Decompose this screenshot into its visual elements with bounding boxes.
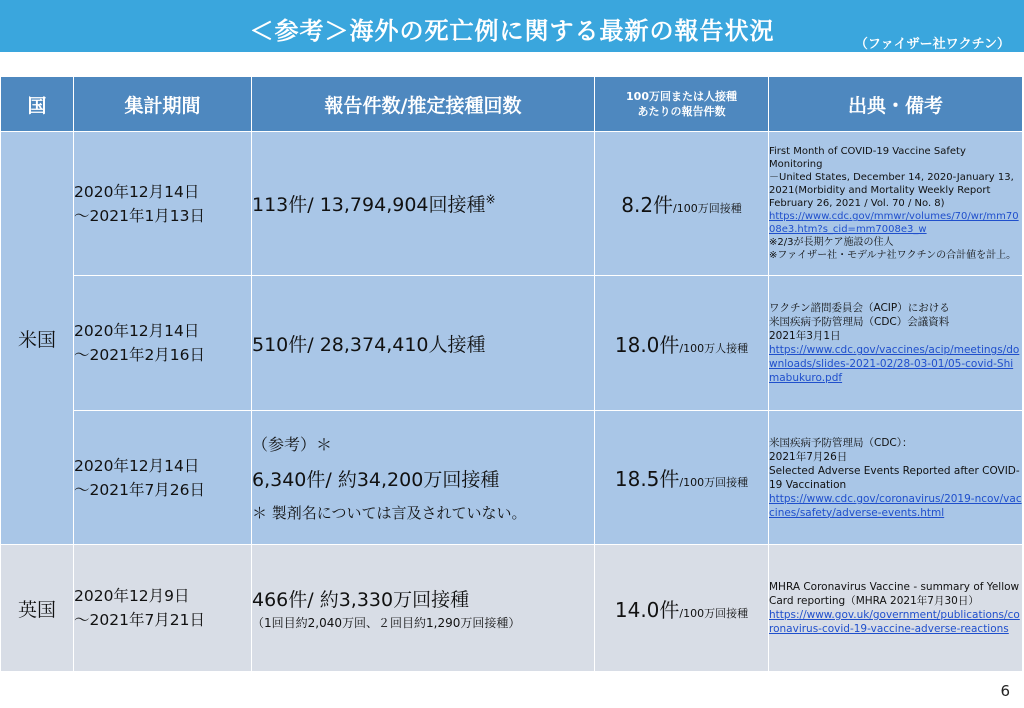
period-start: 2020年12月14日 [74, 456, 200, 475]
count-cell [252, 276, 595, 411]
rate-unit: /100万回接種 [679, 606, 749, 620]
header-rate-line1: 100万回または人接種 [626, 90, 737, 104]
rate-unit: /100万人接種 [679, 341, 749, 355]
count-cell [252, 132, 595, 276]
page-title: ＜参考＞海外の死亡例に関する最新の報告状況 [249, 17, 775, 45]
source-cell [769, 132, 1023, 276]
header-period: 集計期間 [74, 77, 252, 132]
rate-unit: /100万回接種 [679, 476, 749, 490]
table-row [1, 545, 1023, 672]
period-start: 2020年12月9日 [74, 587, 190, 606]
count-value: 510件/ 28,374,410人接種 [252, 333, 486, 356]
death-report-table [0, 76, 1023, 672]
period-cell [74, 411, 252, 545]
rate-value: 8.2件 [621, 193, 674, 218]
source-text: 2021年7月26日 [769, 450, 848, 463]
period-cell [74, 132, 252, 276]
header-country: 国 [1, 77, 74, 132]
page-subtitle: （ファイザー社ワクチン） [854, 37, 1010, 52]
rate-value: 14.0件 [614, 597, 680, 622]
table-row [1, 276, 1023, 411]
period-end: ～2021年1月13日 [74, 206, 206, 225]
period-start: 2020年12月14日 [74, 322, 200, 341]
header-rate-line2: あたりの報告件数 [637, 105, 726, 119]
rate-cell [595, 545, 769, 672]
header-count: 報告件数/推定接種回数 [252, 77, 595, 132]
count-mark: ※ [485, 193, 496, 207]
source-remark: ※2/3が長期ケア施設の住人 [769, 237, 894, 249]
rate-value: 18.0件 [614, 332, 680, 357]
source-cell [769, 411, 1023, 545]
period-cell [74, 276, 252, 411]
source-link[interactable]: https://www.cdc.gov/coronavirus/2019-ncov/vaccines/safety/adverse-events.html [769, 492, 1022, 519]
count-value: 6,340件/ 約34,200万回接種 [252, 469, 500, 492]
count-reference: （参考）＊ [252, 435, 333, 455]
header-rate [595, 77, 769, 132]
source-text: First Month of COVID-19 Vaccine Safety Monitoring [769, 146, 966, 171]
count-detail: （1回目約2,040万回、２回目約1,290万回接種） [252, 616, 521, 631]
source-text: 米国疾病予防管理局（CDC）： [769, 436, 913, 449]
period-end: ～2021年7月21日 [74, 611, 206, 630]
title-bar [0, 0, 1024, 52]
period-end: ～2021年2月16日 [74, 346, 206, 365]
count-value: 113件/ 13,794,904回接種 [252, 194, 486, 217]
source-text: Selected Adverse Events Reported after COVID-19 Vaccination [769, 464, 1020, 491]
source-remark: ※ファイザー社・モデルナ社ワクチンの合計値を計上。 [769, 250, 1017, 262]
source-link[interactable]: https://www.gov.uk/government/publications/coronavirus-covid-19-vaccine-adverse-reactions [769, 609, 1020, 636]
period-start: 2020年12月14日 [74, 182, 200, 201]
table-header-row [1, 77, 1023, 132]
source-text: MHRA Coronavirus Vaccine - summary of Yellow Card reporting（MHRA 2021年7月30日） [769, 581, 1020, 608]
country-uk: 英国 [1, 545, 74, 672]
count-cell [252, 545, 595, 672]
table-row [1, 132, 1023, 276]
source-link[interactable]: https://www.cdc.gov/vaccines/acip/meetings/downloads/slides-2021-02/28-03-01/05-covid-Shimabukuro.pdf [769, 344, 1020, 385]
page-number: 6 [1000, 682, 1010, 700]
source-cell [769, 276, 1023, 411]
count-value: 466件/ 約3,330万回接種 [252, 589, 470, 612]
source-cell [769, 545, 1023, 672]
rate-cell [595, 411, 769, 545]
source-text: 2021年3月1日 [769, 330, 841, 343]
source-text: ワクチン諮問委員会（ACIP）における [769, 302, 950, 315]
period-cell [74, 545, 252, 672]
rate-unit: /100万回接種 [673, 202, 742, 216]
period-end: ～2021年7月26日 [74, 480, 206, 499]
rate-value: 18.5件 [614, 467, 680, 492]
rate-cell [595, 132, 769, 276]
table-row [1, 411, 1023, 545]
source-link[interactable]: https://www.cdc.gov/mmwr/volumes/70/wr/mm7008e3.htm?s_cid=mm7008e3_w [769, 211, 1019, 236]
count-footnote: ＊ 製剤名については言及されていない。 [252, 504, 527, 523]
count-cell [252, 411, 595, 545]
source-text: 米国疾病予防管理局（CDC）会議資料 [769, 316, 950, 329]
country-us: 米国 [1, 132, 74, 545]
header-source: 出典・備考 [769, 77, 1023, 132]
source-text: －United States, December 14, 2020-January 13, 2021(Morbidity and Mortality Weekly Report February 26, 2021 / Vol. 70 / No. 8) [769, 172, 1014, 210]
rate-cell [595, 276, 769, 411]
